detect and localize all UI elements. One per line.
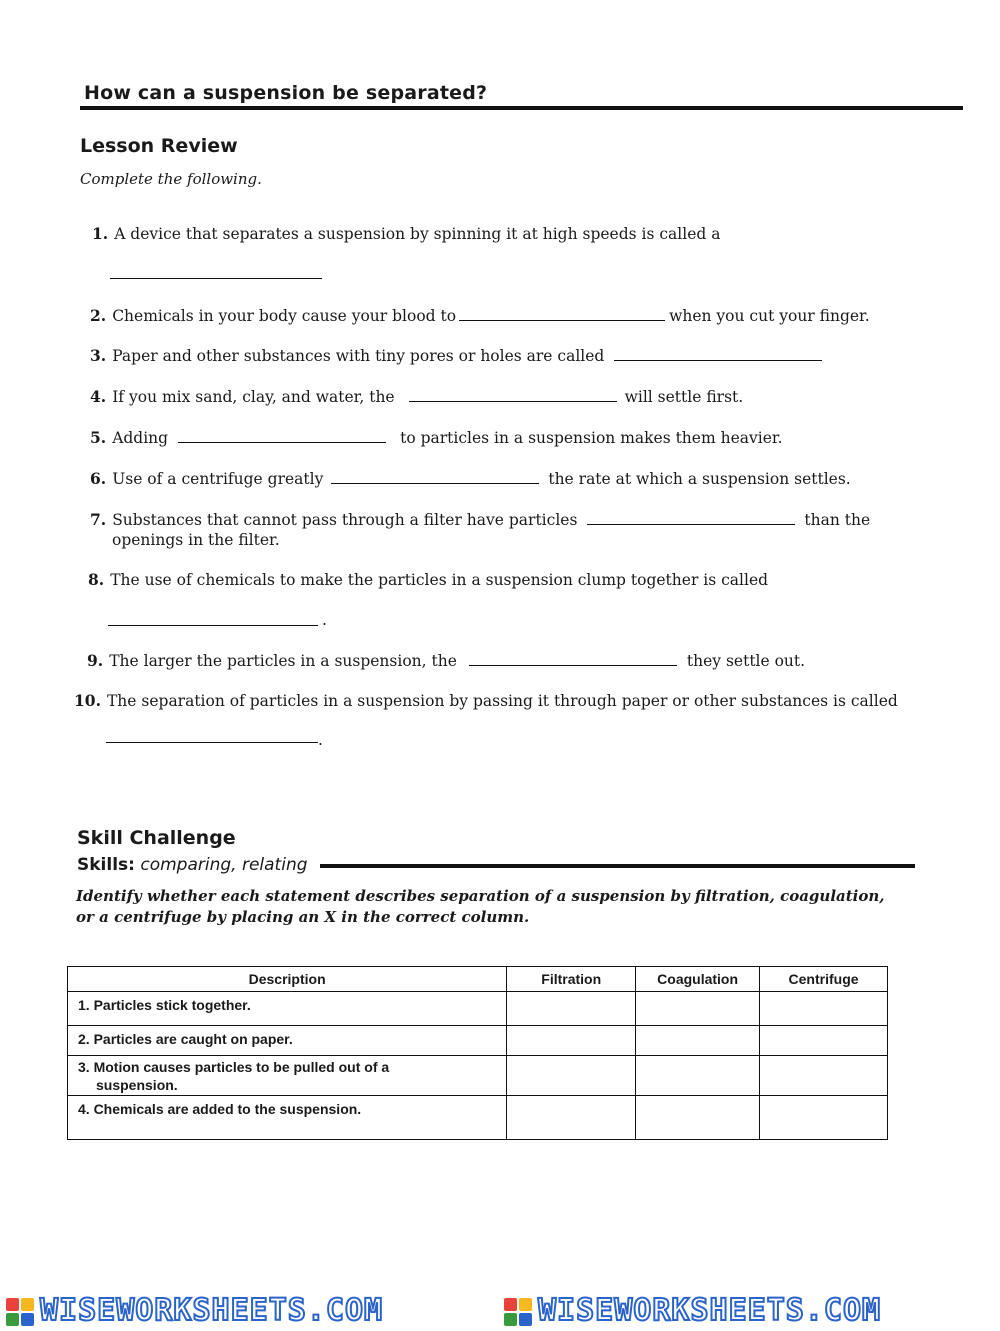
answer-blank-6[interactable] xyxy=(331,469,539,484)
table-row xyxy=(68,1026,888,1056)
answer-blank-1[interactable] xyxy=(110,278,322,279)
question-1 xyxy=(92,224,720,244)
cell-coagulation[interactable] xyxy=(636,1056,760,1096)
question-number: 1. xyxy=(92,224,109,243)
question-number: 10. xyxy=(74,691,101,710)
question-text-after: the rate at which a suspension settles. xyxy=(548,470,851,488)
brand-watermark: WISEWORKSHEETS.COM xyxy=(538,1293,882,1328)
question-number: 3. xyxy=(90,346,107,365)
cell-coagulation[interactable] xyxy=(636,992,760,1026)
question-6 xyxy=(90,469,851,489)
row-description: 4. Chemicals are added to the suspension. xyxy=(68,1096,507,1140)
question-text-after: than the xyxy=(804,511,871,529)
question-3 xyxy=(90,346,828,366)
cell-centrifuge[interactable] xyxy=(760,1096,888,1140)
question-text: The use of chemicals to make the particles in a suspension clump together is called xyxy=(110,571,769,589)
question-text-after: will settle first. xyxy=(624,388,744,406)
classification-table xyxy=(67,966,888,1140)
skills-value: comparing, relating xyxy=(140,855,308,875)
row-description: 1. Particles stick together. xyxy=(68,992,507,1026)
logo-square-3 xyxy=(504,1313,517,1326)
answer-8-period: . xyxy=(322,611,327,629)
logo-square-4 xyxy=(519,1313,532,1326)
logo-square-2 xyxy=(21,1298,34,1311)
header-description: Description xyxy=(68,967,507,992)
question-text: Substances that cannot pass through a filter have particles xyxy=(112,511,578,529)
cell-filtration[interactable] xyxy=(507,1096,636,1140)
cell-centrifuge[interactable] xyxy=(760,992,888,1026)
question-text: The separation of particles in a suspension by passing it through paper or other substances is called xyxy=(106,692,898,710)
answer-blank-2[interactable] xyxy=(459,306,665,321)
question-text: If you mix sand, clay, and water, the xyxy=(112,388,395,406)
logo-square-4 xyxy=(21,1313,34,1326)
row-description: 2. Particles are caught on paper. xyxy=(68,1026,507,1056)
logo-square-3 xyxy=(6,1313,19,1326)
question-text-after: when you cut your finger. xyxy=(669,307,870,325)
question-text: A device that separates a suspension by spinning it at high speeds is called a xyxy=(114,225,721,243)
lesson-review-instructions: Complete the following. xyxy=(80,170,262,188)
skill-challenge-instructions: Identify whether each statement describes separation of a suspension by filtration, coagulation, or a centrifuge by placing an X in the correct column. xyxy=(76,887,885,926)
answer-blank-7[interactable] xyxy=(587,510,795,525)
question-text: Chemicals in your body cause your blood to xyxy=(112,307,457,325)
cell-centrifuge[interactable] xyxy=(760,1026,888,1056)
skills-line xyxy=(77,855,308,875)
answer-10-period: . xyxy=(318,731,323,749)
header-centrifuge: Centrifuge xyxy=(760,967,888,992)
question-text: The larger the particles in a suspension, the xyxy=(109,652,457,670)
header-filtration: Filtration xyxy=(507,967,636,992)
question-number: 4. xyxy=(90,387,107,406)
skill-challenge-heading: Skill Challenge xyxy=(77,827,236,849)
table-header-row xyxy=(68,967,888,992)
question-text: Adding xyxy=(112,429,169,447)
title-rule xyxy=(80,106,963,110)
page-title: How can a suspension be separated? xyxy=(84,82,488,104)
question-number: 7. xyxy=(90,510,107,529)
question-10 xyxy=(74,691,898,711)
question-7 xyxy=(90,510,870,530)
question-number: 6. xyxy=(90,469,107,488)
question-number: 2. xyxy=(90,306,107,325)
question-2 xyxy=(90,306,870,326)
brand-watermark: WISEWORKSHEETS.COM xyxy=(40,1293,384,1328)
question-text: Use of a centrifuge greatly xyxy=(112,470,324,488)
brand-logo-icon xyxy=(504,1298,532,1326)
row-description xyxy=(68,1056,507,1096)
answer-blank-5[interactable] xyxy=(178,428,386,443)
question-number: 8. xyxy=(88,570,105,589)
answer-blank-4[interactable] xyxy=(409,387,617,402)
table-row xyxy=(68,1096,888,1140)
table-row xyxy=(68,1056,888,1096)
cell-filtration[interactable] xyxy=(507,1056,636,1096)
header-coagulation: Coagulation xyxy=(636,967,760,992)
lesson-review-heading: Lesson Review xyxy=(80,135,238,157)
skills-rule xyxy=(320,864,915,868)
cell-coagulation[interactable] xyxy=(636,1096,760,1140)
answer-blank-8[interactable] xyxy=(108,625,318,626)
answer-blank-10[interactable] xyxy=(106,742,318,743)
cell-filtration[interactable] xyxy=(507,992,636,1026)
answer-blank-9[interactable] xyxy=(469,651,677,666)
row-description-text: 3. Motion causes particles to be pulled out of a suspension. xyxy=(78,1059,390,1093)
question-4 xyxy=(90,387,743,407)
question-text-after: to particles in a suspension makes them heavier. xyxy=(400,429,783,447)
question-number: 9. xyxy=(87,651,104,670)
cell-coagulation[interactable] xyxy=(636,1026,760,1056)
logo-square-2 xyxy=(519,1298,532,1311)
question-5 xyxy=(90,428,783,448)
skills-label: Skills: xyxy=(77,855,135,875)
question-number: 5. xyxy=(90,428,107,447)
answer-blank-3[interactable] xyxy=(614,346,822,361)
logo-square-1 xyxy=(6,1298,19,1311)
question-9 xyxy=(87,651,805,671)
question-text-after: they settle out. xyxy=(686,652,806,670)
question-text: Paper and other substances with tiny pores or holes are called xyxy=(112,347,605,365)
logo-square-1 xyxy=(504,1298,517,1311)
question-8 xyxy=(88,570,768,590)
cell-centrifuge[interactable] xyxy=(760,1056,888,1096)
brand-logo-icon xyxy=(6,1298,34,1326)
table-row xyxy=(68,992,888,1026)
question-7-continued: openings in the filter. xyxy=(112,531,280,549)
cell-filtration[interactable] xyxy=(507,1026,636,1056)
